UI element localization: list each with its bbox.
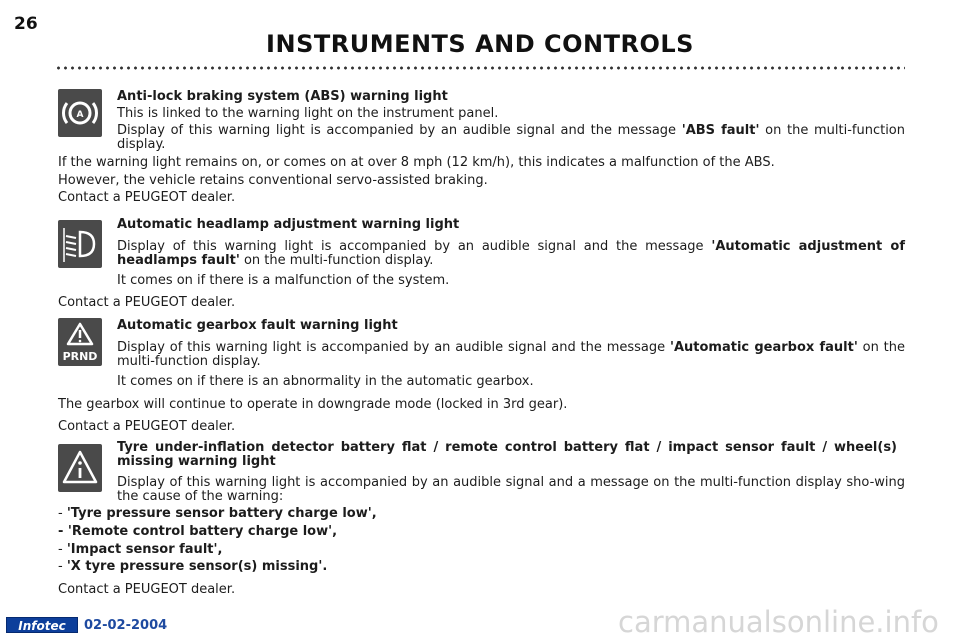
gearbox-line1 (117, 341, 905, 369)
list-dash: - (58, 559, 67, 574)
headlamp-line1-post: on the multi-function display. (239, 253, 434, 268)
abs-line2-text: Display of this warning light is accompanied by an audible signal and the message (117, 123, 682, 138)
page-number: 26 (14, 14, 38, 34)
tyre-list-item (58, 506, 377, 522)
headlamp-message: 'Automatic adjustment of headlamps fault' (117, 239, 905, 268)
infotec-logo: Infotec (6, 617, 78, 633)
abs-contact: Contact a PEUGEOT dealer. (58, 190, 236, 205)
tyre-list-item (58, 559, 327, 575)
gearbox-line3: The gearbox will continue to operate in downgrade mode (locked in 3rd gear). (58, 397, 568, 412)
headlamp-line1 (117, 240, 905, 268)
gearbox-message: 'Automatic gearbox fault' (669, 340, 858, 355)
tyre-list-item (58, 542, 222, 558)
watermark: carmanualsonline.info (618, 605, 939, 639)
list-dash: - (58, 506, 67, 521)
svg-text:A: A (76, 110, 84, 120)
abs-message: 'ABS fault' (681, 123, 760, 138)
gearbox-icon-label: PRND (62, 350, 98, 363)
headlamp-line1-text: Display of this warning light is accompanied by an audible signal and the message (117, 239, 712, 254)
gearbox-fault-icon (58, 318, 102, 366)
abs-warning-icon (58, 89, 102, 137)
list-item-text: - 'Remote control battery charge low', (58, 524, 338, 539)
tyre-warning-icon (58, 444, 102, 492)
tyre-heading: Tyre under-inflation detector battery flat / remote control battery flat / impact sensor fault / wheel(s) missing warning light (117, 440, 897, 469)
abs-line2 (117, 124, 905, 152)
headlamp-heading: Automatic headlamp adjustment warning light (117, 217, 460, 232)
page-title: INSTRUMENTS AND CONTROLS (266, 30, 694, 58)
headlamp-contact: Contact a PEUGEOT dealer. (58, 295, 236, 310)
abs-line2-post: on the multi-function display. (117, 123, 906, 152)
gearbox-line1-post: on the multi-function display. (117, 340, 905, 369)
abs-line3: If the warning light remains on, or comes on at over 8 mph (12 km/h), this indicates a malfunction of the ABS. (58, 155, 775, 170)
abs-heading: Anti-lock braking system (ABS) warning light (117, 89, 448, 104)
list-item-text: 'X tyre pressure sensor(s) missing'. (66, 559, 328, 574)
abs-line1: This is linked to the warning light on the instrument panel. (117, 106, 499, 121)
list-dash: - (58, 542, 67, 557)
abs-line4: However, the vehicle retains conventional servo-assisted braking. (58, 173, 488, 188)
headlamp-line2: It comes on if there is a malfunction of the system. (117, 273, 450, 288)
dotted-divider (55, 66, 905, 70)
tyre-line1: Display of this warning light is accompanied by an audible signal and a message on the multi-function display sho-wing the cause of the warning: (117, 475, 905, 504)
footer-date: 02-02-2004 (84, 618, 168, 633)
gearbox-contact: Contact a PEUGEOT dealer. (58, 419, 236, 434)
list-item-text: 'Tyre pressure sensor battery charge low', (66, 506, 377, 521)
tyre-list-item (58, 524, 337, 540)
gearbox-heading: Automatic gearbox fault warning light (117, 318, 398, 333)
list-item-text: 'Impact sensor fault', (66, 542, 223, 557)
tyre-contact: Contact a PEUGEOT dealer. (58, 582, 236, 597)
headlamp-adjustment-icon (58, 220, 102, 268)
gearbox-line2: It comes on if there is an abnormality in the automatic gearbox. (117, 374, 534, 389)
gearbox-line1-text: Display of this warning light is accompanied by an audible signal and the message (117, 340, 670, 355)
